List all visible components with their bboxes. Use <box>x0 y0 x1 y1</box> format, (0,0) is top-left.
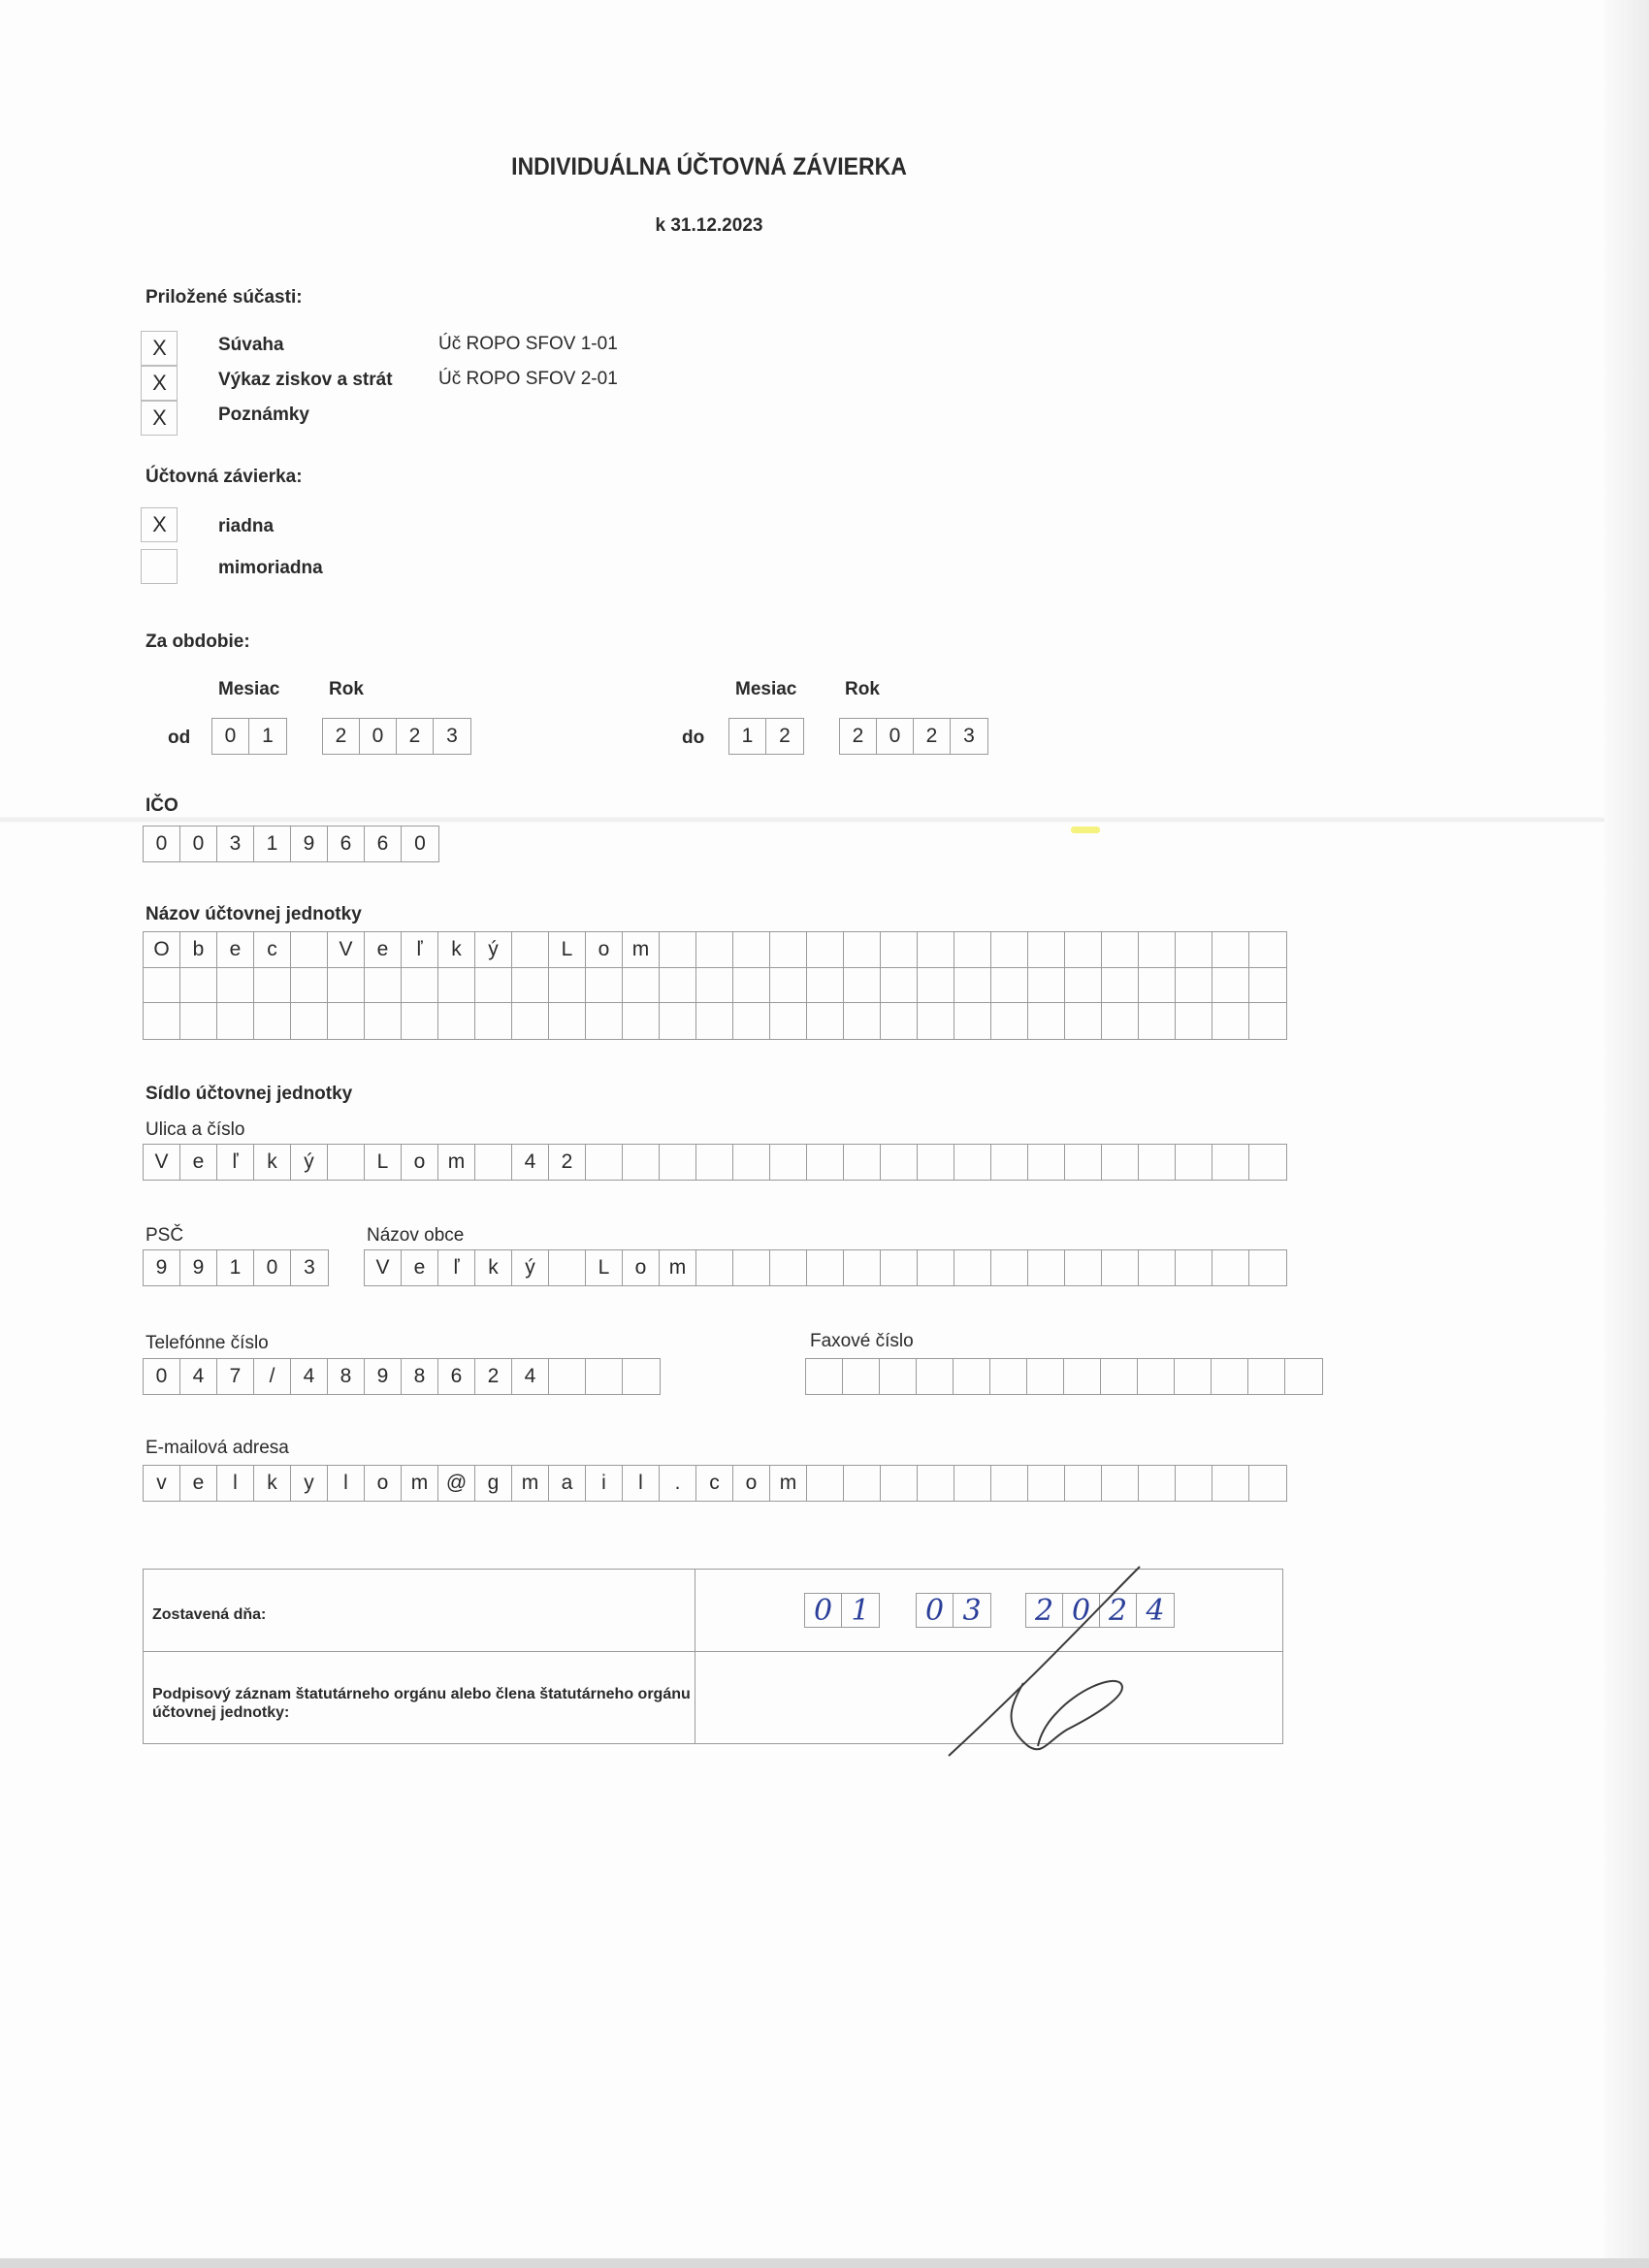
char-cell: l <box>217 1466 254 1501</box>
char-cell: . <box>660 1466 696 1501</box>
char-cell <box>586 1359 623 1394</box>
document-date: k 31.12.2023 <box>655 215 763 236</box>
char-cell: L <box>365 1145 402 1180</box>
ico-label: IČO <box>146 795 178 816</box>
char-cell <box>733 1145 770 1180</box>
char-cell: 0 <box>180 826 217 861</box>
compiled-date-label: Zostavená dňa: <box>152 1606 267 1623</box>
char-cell <box>1028 1145 1065 1180</box>
char-cell: ý <box>475 932 512 967</box>
char-cell <box>1065 932 1102 967</box>
char-cell: o <box>365 1466 402 1501</box>
char-cell: L <box>586 1250 623 1285</box>
char-cell <box>1064 1359 1101 1394</box>
char-cell <box>475 1145 512 1180</box>
char-cell: 0 <box>212 719 249 754</box>
char-cell <box>1176 1145 1212 1180</box>
to-year-label: Rok <box>845 679 880 699</box>
statement-type-checkbox[interactable] <box>141 549 178 584</box>
char-cell <box>733 932 770 967</box>
char-cell <box>660 1145 696 1180</box>
char-cell <box>660 1003 696 1039</box>
char-cell: 1 <box>729 719 766 754</box>
char-cell <box>1027 1359 1064 1394</box>
char-cell: b <box>180 932 217 967</box>
char-cell: 2 <box>475 1359 512 1394</box>
char-cell <box>918 932 954 967</box>
char-cell <box>438 1003 475 1039</box>
char-cell: V <box>365 1250 402 1285</box>
seat-heading: Sídlo účtovnej jednotky <box>146 1084 353 1104</box>
char-cell: 4 <box>512 1145 549 1180</box>
char-cell: g <box>475 1466 512 1501</box>
char-cell <box>1102 1250 1139 1285</box>
char-cell <box>807 1250 844 1285</box>
char-cell <box>1212 968 1249 1002</box>
char-cell <box>1212 1003 1249 1039</box>
from-year-label: Rok <box>329 679 364 699</box>
char-cell <box>881 1466 918 1501</box>
char-cell <box>807 1466 844 1501</box>
char-cell <box>954 1359 990 1394</box>
char-cell <box>807 1145 844 1180</box>
char-cell: l <box>623 1466 660 1501</box>
char-cell: k <box>254 1466 291 1501</box>
char-cell <box>180 1003 217 1039</box>
char-cell: i <box>586 1466 623 1501</box>
char-cell <box>1102 1003 1139 1039</box>
char-cell <box>475 968 512 1002</box>
char-cell: v <box>144 1466 180 1501</box>
char-cell <box>954 1250 991 1285</box>
document-title: INDIVIDUÁLNA ÚČTOVNÁ ZÁVIERKA <box>511 153 907 180</box>
char-cell <box>881 1250 918 1285</box>
char-cell: c <box>696 1466 733 1501</box>
char-cell <box>586 968 623 1002</box>
char-cell: 4 <box>291 1359 328 1394</box>
char-cell: 2 <box>779 725 791 747</box>
char-cell: 2 <box>549 1145 586 1180</box>
char-cell: 0 <box>414 832 426 855</box>
psc-label: PSČ <box>146 1225 184 1246</box>
char-cell <box>1212 932 1249 967</box>
char-cell <box>623 1359 660 1394</box>
city-field[interactable] <box>364 1249 1287 1286</box>
char-cell: ľ <box>217 1145 254 1180</box>
char-cell <box>365 1003 402 1039</box>
fax-label: Faxové číslo <box>810 1331 914 1351</box>
char-cell <box>917 1359 954 1394</box>
char-cell <box>954 1145 991 1180</box>
handwritten-digit: 2 <box>1100 1594 1137 1627</box>
char-cell: ľ <box>402 932 438 967</box>
char-cell <box>807 932 844 967</box>
char-cell <box>696 1003 733 1039</box>
entity-name-row-1[interactable] <box>143 931 1287 968</box>
handwritten-digit: 0 <box>805 1594 842 1627</box>
char-cell: m <box>402 1466 438 1501</box>
char-cell <box>844 932 881 967</box>
char-cell <box>328 1145 365 1180</box>
char-cell: m <box>512 1466 549 1501</box>
period-heading: Za obdobie: <box>146 632 250 652</box>
entity-name-row-3[interactable] <box>143 1002 1287 1040</box>
char-cell: 2 <box>397 719 434 754</box>
char-cell: ľ <box>438 1250 475 1285</box>
entity-name-label: Názov účtovnej jednotky <box>146 904 362 924</box>
char-cell <box>1065 1145 1102 1180</box>
char-cell <box>402 1003 438 1039</box>
char-cell: 9 <box>180 1250 217 1285</box>
char-cell <box>1212 1145 1249 1180</box>
from-label: od <box>168 728 191 748</box>
char-cell <box>1249 968 1286 1002</box>
char-cell <box>1139 1250 1176 1285</box>
char-cell <box>586 1145 623 1180</box>
check-mark: X <box>152 371 167 395</box>
char-cell: 6 <box>328 826 365 861</box>
char-cell <box>733 1003 770 1039</box>
char-cell: 1 <box>254 826 291 861</box>
char-cell <box>807 1003 844 1039</box>
char-cell <box>991 1145 1028 1180</box>
char-cell: c <box>254 932 291 967</box>
to-label: do <box>682 728 705 748</box>
char-cell <box>954 1466 991 1501</box>
component-name: Výkaz ziskov a strát <box>218 370 393 390</box>
char-cell <box>880 1359 917 1394</box>
char-cell <box>1028 1003 1065 1039</box>
check-mark: X <box>152 405 167 430</box>
component-checkbox[interactable] <box>141 366 178 401</box>
char-cell: e <box>180 1466 217 1501</box>
char-cell: 3 <box>217 826 254 861</box>
char-cell <box>1101 1359 1138 1394</box>
char-cell <box>402 968 438 1002</box>
char-cell: k <box>254 1145 291 1180</box>
compiled-day-field[interactable] <box>804 1593 880 1628</box>
char-cell <box>623 1003 660 1039</box>
char-cell <box>1028 968 1065 1002</box>
char-cell: o <box>402 1145 438 1180</box>
char-cell <box>291 1003 328 1039</box>
handwritten-digit: 0 <box>1063 1594 1100 1627</box>
check-mark: X <box>152 336 167 360</box>
char-cell: 8 <box>328 1359 365 1394</box>
char-cell: k <box>438 932 475 967</box>
char-cell <box>806 1359 843 1394</box>
signature-record-label: Podpisový záznam štatutárneho orgánu alebo člena štatutárneho orgánu účtovnej jednotky: <box>152 1686 691 1721</box>
scan-bottom-edge <box>0 2258 1649 2268</box>
char-cell <box>733 1250 770 1285</box>
char-cell: m <box>770 1466 807 1501</box>
char-cell <box>881 1003 918 1039</box>
char-cell <box>1139 968 1176 1002</box>
char-cell <box>1285 1359 1322 1394</box>
char-cell <box>549 968 586 1002</box>
char-cell: V <box>328 932 365 967</box>
char-cell <box>918 968 954 1002</box>
char-cell <box>623 968 660 1002</box>
char-cell <box>954 932 991 967</box>
char-cell <box>1176 968 1212 1002</box>
char-cell <box>843 1359 880 1394</box>
char-cell <box>881 968 918 1002</box>
char-cell <box>660 932 696 967</box>
char-cell <box>918 1250 954 1285</box>
char-cell <box>991 1003 1028 1039</box>
handwritten-signature <box>931 1557 1154 1766</box>
street-field[interactable] <box>143 1144 1287 1181</box>
char-cell: 7 <box>217 1359 254 1394</box>
char-cell <box>291 932 328 967</box>
char-cell <box>844 968 881 1002</box>
char-cell: 4 <box>512 1359 549 1394</box>
highlighter-mark <box>1071 826 1100 833</box>
char-cell <box>1175 1359 1212 1394</box>
to-month-label: Mesiac <box>735 679 797 699</box>
char-cell: y <box>291 1466 328 1501</box>
email-field[interactable] <box>143 1465 1287 1502</box>
char-cell: 1 <box>217 1250 254 1285</box>
psc-field[interactable] <box>143 1249 329 1286</box>
char-cell <box>1028 1466 1065 1501</box>
char-cell <box>660 968 696 1002</box>
statement-type-heading: Účtovná závierka: <box>146 467 303 487</box>
char-cell: 2 <box>914 719 951 754</box>
char-cell <box>770 1003 807 1039</box>
char-cell: a <box>549 1466 586 1501</box>
char-cell <box>1028 932 1065 967</box>
entity-name-row-2[interactable] <box>143 967 1287 1003</box>
char-cell <box>696 1145 733 1180</box>
char-cell: 0 <box>877 719 914 754</box>
char-cell: l <box>328 1466 365 1501</box>
char-cell: e <box>217 932 254 967</box>
char-cell <box>991 1466 1028 1501</box>
char-cell <box>696 1250 733 1285</box>
statement-type-name: mimoriadna <box>218 558 323 578</box>
char-cell <box>1102 1145 1139 1180</box>
fax-field[interactable] <box>805 1358 1323 1395</box>
char-cell: o <box>623 1250 660 1285</box>
char-cell: 8 <box>402 1359 438 1394</box>
char-cell <box>217 1003 254 1039</box>
char-cell <box>1065 1003 1102 1039</box>
char-cell: 2 <box>840 719 877 754</box>
char-cell <box>1065 968 1102 1002</box>
to-month-field[interactable] <box>728 718 804 755</box>
char-cell <box>365 968 402 1002</box>
char-cell <box>1249 932 1286 967</box>
char-cell: m <box>623 932 660 967</box>
char-cell: ý <box>512 1250 549 1285</box>
email-label: E-mailová adresa <box>146 1438 289 1458</box>
char-cell: 6 <box>438 1359 475 1394</box>
char-cell <box>918 1003 954 1039</box>
from-month-field[interactable] <box>211 718 287 755</box>
char-cell <box>844 1250 881 1285</box>
char-cell <box>991 1250 1028 1285</box>
char-cell <box>881 1145 918 1180</box>
char-cell <box>549 1250 586 1285</box>
char-cell <box>1249 1145 1286 1180</box>
char-cell: e <box>402 1250 438 1285</box>
char-cell <box>623 1145 660 1180</box>
char-cell: 0 <box>144 826 180 861</box>
char-cell <box>328 1003 365 1039</box>
char-cell <box>918 1466 954 1501</box>
char-cell: 0 <box>254 1250 291 1285</box>
statement-type-name: riadna <box>218 516 275 536</box>
char-cell <box>954 968 991 1002</box>
char-cell: 2 <box>323 719 360 754</box>
char-cell: O <box>144 932 180 967</box>
phone-label: Telefónne číslo <box>146 1333 269 1353</box>
char-cell: ý <box>291 1145 328 1180</box>
phone-field[interactable] <box>143 1358 661 1395</box>
char-cell: 4 <box>180 1359 217 1394</box>
char-cell <box>1102 968 1139 1002</box>
char-cell <box>1065 1250 1102 1285</box>
char-cell: L <box>549 932 586 967</box>
char-cell <box>586 1003 623 1039</box>
char-cell <box>770 932 807 967</box>
char-cell <box>1249 1466 1286 1501</box>
char-cell <box>1102 1466 1139 1501</box>
char-cell <box>991 932 1028 967</box>
ico-field[interactable] <box>143 826 439 862</box>
from-month-label: Mesiac <box>218 679 280 699</box>
char-cell: m <box>660 1250 696 1285</box>
char-cell: k <box>475 1250 512 1285</box>
char-cell <box>1176 932 1212 967</box>
char-cell <box>291 968 328 1002</box>
char-cell: 0 <box>144 1359 180 1394</box>
char-cell <box>1139 1145 1176 1180</box>
city-label: Názov obce <box>367 1225 465 1246</box>
char-cell: 9 <box>291 826 328 861</box>
check-mark: X <box>152 512 167 536</box>
scan-edge-shadow <box>1604 0 1649 2268</box>
from-year-field[interactable] <box>322 718 471 755</box>
char-cell <box>1176 1466 1212 1501</box>
handwritten-digit: 2 <box>1026 1594 1063 1627</box>
handwritten-digit: 0 <box>917 1594 954 1627</box>
char-cell: m <box>438 1145 475 1180</box>
char-cell <box>1065 1466 1102 1501</box>
char-cell <box>1176 1003 1212 1039</box>
statement-type-checkbox[interactable] <box>141 507 178 542</box>
char-cell: o <box>586 932 623 967</box>
char-cell <box>918 1145 954 1180</box>
char-cell: 3 <box>304 1256 315 1279</box>
char-cell: V <box>144 1145 180 1180</box>
char-cell: 3 <box>963 725 975 747</box>
handwritten-digit: 1 <box>851 1594 870 1628</box>
char-cell <box>1249 1003 1286 1039</box>
char-cell <box>1212 1359 1248 1394</box>
char-cell <box>733 968 770 1002</box>
handwritten-digit: 3 <box>962 1594 982 1628</box>
components-heading: Priložené súčasti: <box>146 287 303 308</box>
char-cell: 3 <box>446 725 458 747</box>
char-cell <box>990 1359 1027 1394</box>
char-cell <box>770 968 807 1002</box>
component-checkbox[interactable] <box>141 331 178 366</box>
char-cell <box>144 968 180 1002</box>
char-cell <box>512 932 549 967</box>
char-cell <box>549 1003 586 1039</box>
char-cell: e <box>180 1145 217 1180</box>
component-checkbox[interactable] <box>141 401 178 436</box>
char-cell <box>217 968 254 1002</box>
char-cell <box>881 932 918 967</box>
char-cell <box>512 968 549 1002</box>
char-cell: 6 <box>365 826 402 861</box>
component-code: Úč ROPO SFOV 1-01 <box>438 334 618 354</box>
handwritten-digit: 4 <box>1146 1594 1165 1628</box>
char-cell: / <box>254 1359 291 1394</box>
char-cell <box>475 1003 512 1039</box>
char-cell <box>844 1145 881 1180</box>
char-cell: @ <box>438 1466 475 1501</box>
char-cell: 1 <box>262 725 274 747</box>
char-cell <box>328 968 365 1002</box>
char-cell <box>1248 1359 1285 1394</box>
char-cell <box>991 968 1028 1002</box>
char-cell <box>144 1003 180 1039</box>
char-cell <box>512 1003 549 1039</box>
char-cell <box>1139 932 1176 967</box>
char-cell: o <box>733 1466 770 1501</box>
component-code: Úč ROPO SFOV 2-01 <box>438 369 618 389</box>
char-cell <box>696 932 733 967</box>
char-cell <box>549 1359 586 1394</box>
char-cell <box>1102 932 1139 967</box>
char-cell: 0 <box>360 719 397 754</box>
char-cell <box>254 968 291 1002</box>
char-cell <box>254 1003 291 1039</box>
char-cell <box>1249 1250 1286 1285</box>
component-name: Poznámky <box>218 405 309 425</box>
char-cell: 9 <box>144 1250 180 1285</box>
char-cell <box>770 1145 807 1180</box>
char-cell <box>1028 1250 1065 1285</box>
char-cell <box>1176 1250 1212 1285</box>
char-cell <box>1212 1250 1249 1285</box>
char-cell: 9 <box>365 1359 402 1394</box>
char-cell <box>1138 1359 1175 1394</box>
char-cell <box>696 968 733 1002</box>
char-cell <box>1139 1003 1176 1039</box>
to-year-field[interactable] <box>839 718 988 755</box>
char-cell <box>180 968 217 1002</box>
char-cell <box>844 1466 881 1501</box>
street-label: Ulica a číslo <box>146 1119 245 1140</box>
char-cell <box>438 968 475 1002</box>
char-cell <box>770 1250 807 1285</box>
paper-fold-line <box>0 817 1649 823</box>
component-name: Súvaha <box>218 335 284 355</box>
char-cell <box>954 1003 991 1039</box>
char-cell: e <box>365 932 402 967</box>
char-cell <box>1212 1466 1249 1501</box>
char-cell <box>807 968 844 1002</box>
char-cell <box>844 1003 881 1039</box>
char-cell <box>1139 1466 1176 1501</box>
